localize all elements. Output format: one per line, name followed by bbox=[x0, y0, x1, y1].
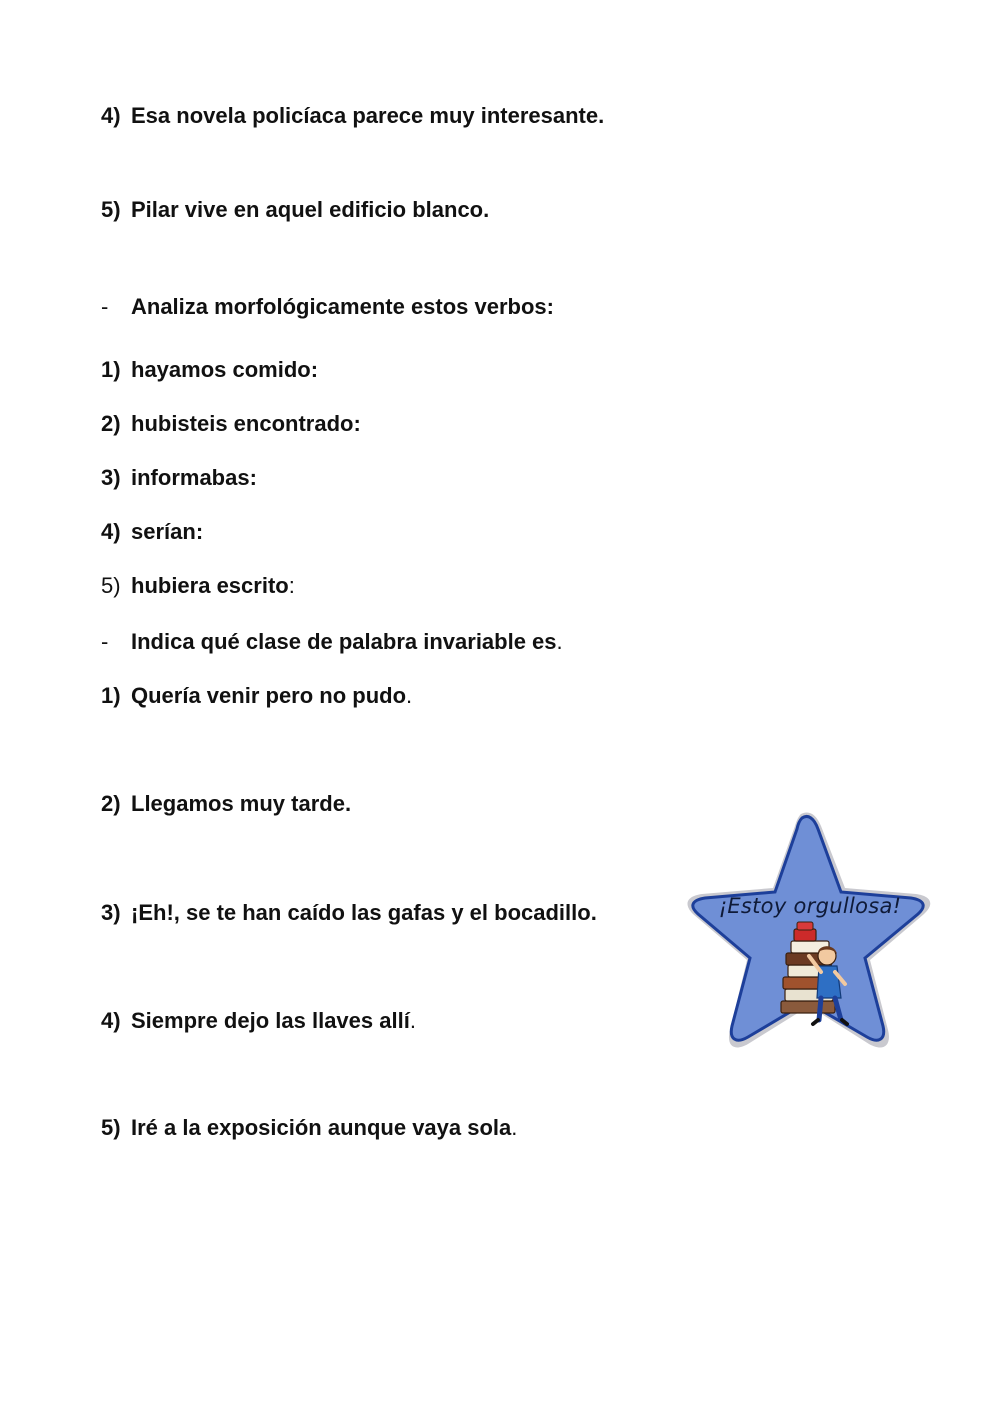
verbs-instruction bbox=[101, 293, 554, 321]
bullet-dash: - bbox=[101, 294, 109, 319]
item-number: 5) bbox=[101, 197, 121, 222]
sentence-text: Pilar vive en aquel edificio blanco. bbox=[131, 197, 490, 222]
verb-text: serían: bbox=[131, 519, 204, 544]
invariable-item-4 bbox=[101, 1007, 416, 1035]
item-number: 4) bbox=[101, 519, 121, 544]
sentence-text: Esa novela policíaca parece muy interesante. bbox=[131, 103, 605, 128]
sentence-tail: . bbox=[511, 1115, 518, 1140]
verb-text: informabas: bbox=[131, 465, 257, 490]
item-number: 3) bbox=[101, 465, 121, 490]
sentence-text: Llegamos muy tarde. bbox=[131, 791, 352, 816]
instruction-text: Analiza morfológicamente estos verbos: bbox=[131, 294, 554, 319]
sentence-text: Iré a la exposición aunque vaya sola bbox=[131, 1115, 512, 1140]
instruction-tail: . bbox=[556, 629, 563, 654]
item-number: 3) bbox=[101, 900, 121, 925]
sentence-5 bbox=[101, 196, 489, 224]
item-number: 4) bbox=[101, 103, 121, 128]
verb-text: hayamos comido: bbox=[131, 357, 319, 382]
instruction-text: Indica qué clase de palabra invariable es bbox=[131, 629, 557, 654]
verb-item-1 bbox=[101, 356, 318, 384]
invariable-item-3 bbox=[101, 899, 597, 927]
item-number: 5) bbox=[101, 573, 121, 598]
invariable-item-5 bbox=[101, 1114, 517, 1142]
item-number: 1) bbox=[101, 357, 121, 382]
sentence-text: ¡Eh!, se te han caído las gafas y el bocadillo. bbox=[131, 900, 597, 925]
item-number: 4) bbox=[101, 1008, 121, 1033]
verb-text: hubiera escrito bbox=[131, 573, 289, 598]
sentence-tail: . bbox=[409, 1008, 416, 1033]
sentence-text: Siempre dejo las llaves allí bbox=[131, 1008, 410, 1033]
star-sticker bbox=[685, 806, 935, 1051]
item-number: 2) bbox=[101, 791, 121, 816]
item-number: 2) bbox=[101, 411, 121, 436]
verb-item-4 bbox=[101, 518, 203, 546]
verb-item-3 bbox=[101, 464, 257, 492]
verb-item-5 bbox=[101, 572, 295, 600]
invariable-instruction bbox=[101, 628, 563, 656]
verb-item-2 bbox=[101, 410, 361, 438]
item-number: 1) bbox=[101, 683, 121, 708]
item-number: 5) bbox=[101, 1115, 121, 1140]
verb-text: hubisteis encontrado: bbox=[131, 411, 361, 436]
star-with-girl-and-books-icon bbox=[685, 806, 935, 1051]
sentence-text: Quería venir pero no pudo bbox=[131, 683, 407, 708]
sentence-4 bbox=[101, 102, 604, 130]
sticker-title: ¡Estoy orgullosa! bbox=[718, 894, 902, 918]
invariable-item-1 bbox=[101, 682, 412, 710]
invariable-item-2 bbox=[101, 790, 351, 818]
sentence-tail: . bbox=[406, 683, 413, 708]
bullet-dash: - bbox=[101, 629, 109, 654]
verb-tail: : bbox=[288, 573, 295, 598]
